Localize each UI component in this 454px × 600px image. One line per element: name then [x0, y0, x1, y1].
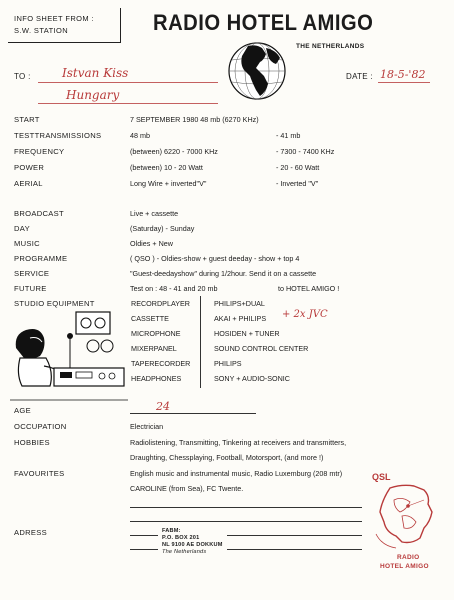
music-value: Oldies + New [130, 239, 173, 248]
date-label: DATE : [346, 72, 373, 81]
studio-brand-2: AKAI + PHILIPS [214, 314, 267, 323]
to-label: TO : [14, 72, 31, 81]
date-underline [378, 82, 430, 83]
hobbies-label: HOBBIES [14, 438, 50, 447]
testtransmissions-value-2: 41 mb [280, 131, 301, 140]
adress-label: ADRESS [14, 528, 48, 537]
studio-brand-4: SOUND CONTROL CENTER [214, 344, 309, 353]
aerial-value: Long Wire + inverted"V" [130, 179, 207, 188]
recipient-name: Istvan Kiss [62, 66, 129, 80]
day-label: DAY [14, 224, 30, 233]
country-label: THE NETHERLANDS [296, 43, 365, 50]
age-value: 24 [156, 400, 170, 413]
power-value-2: 20 - 60 Watt [280, 163, 320, 172]
aerial-label: AERIAL [14, 179, 43, 188]
studio-equipment-label: STUDIO EQUIPMENT [14, 299, 95, 308]
day-value: (Saturday) - Sunday [130, 224, 195, 233]
adress-line-1 [130, 507, 362, 508]
hobbies-value-2: Draughting, Chessplaying, Football, Motorsport, (and more !) [130, 453, 324, 462]
to-underline-1 [38, 82, 218, 83]
studio-device-6: HEADPHONES [131, 374, 182, 383]
qsl-logo-text: QSL [372, 472, 391, 482]
studio-device-5: TAPERECORDER [131, 359, 191, 368]
future-value-2: to HOTEL AMIGO ! [278, 284, 340, 293]
music-label: MUSIC [14, 239, 40, 248]
to-underline-2 [38, 103, 218, 104]
station-type-label: S.W. STATION [14, 26, 69, 35]
stamp-line-1: FABM: [162, 528, 181, 534]
netherlands-map-icon [372, 482, 442, 550]
studio-divider [200, 296, 201, 388]
age-underline [130, 413, 256, 414]
start-value: 7 SEPTEMBER 1980 48 mb (6270 KHz) [130, 115, 259, 124]
hobbies-value: Radiolistening, Transmitting, Tinkering at receivers and transmitters, [130, 438, 347, 447]
occupation-label: OCCUPATION [14, 422, 67, 431]
studio-brand-3: HOSIDEN + TUNER [214, 329, 280, 338]
aerial-value-2: Inverted "V" [280, 179, 319, 188]
service-value: "Guest-deedayshow" during 1/2hour. Send it on a cassette [130, 269, 317, 278]
qsl-logo-radio: RADIO [397, 554, 420, 561]
operator-illustration [10, 308, 128, 404]
studio-brand-1: PHILIPS+DUAL [214, 299, 265, 308]
frequency-value-2: 7300 - 7400 KHz [280, 147, 335, 156]
future-value: Test on : 48 - 41 and 20 mb [130, 284, 218, 293]
start-label: START [14, 115, 40, 124]
broadcast-value: Live + cassette [130, 209, 179, 218]
studio-device-3: MICROPHONE [131, 329, 181, 338]
info-sheet-label: INFO SHEET FROM : [14, 14, 94, 23]
studio-device-2: CASSETTE [131, 314, 169, 323]
station-title: RADIO HOTEL AMIGO [153, 10, 374, 35]
programme-value: ( QSO ) - Oldies-show + guest deeday - show + top 4 [130, 254, 300, 263]
date-value: 18-5-'82 [380, 68, 426, 81]
favourites-value-2: CAROLINE (from Sea), FC Twente. [130, 484, 244, 493]
testtransmissions-label: TESTTRANSMISSIONS [14, 131, 102, 140]
adress-line-2 [130, 521, 362, 522]
service-label: SERVICE [14, 269, 50, 278]
favourites-label: FAVOURITES [14, 469, 65, 478]
testtransmissions-value: 48 mb [130, 131, 150, 140]
globe-icon [226, 40, 288, 102]
power-label: POWER [14, 163, 45, 172]
studio-device-1: RECORDPLAYER [131, 299, 190, 308]
favourites-value: English music and instrumental music, Radio Luxemburg (208 mtr) [130, 469, 343, 478]
recipient-country: Hungary [66, 88, 120, 102]
power-value: (between) 10 - 20 Watt [130, 163, 203, 172]
future-label: FUTURE [14, 284, 47, 293]
qsl-logo-station: HOTEL AMIGO [380, 563, 429, 570]
studio-brand-6: SONY + AUDIO-SONIC [214, 374, 290, 383]
frequency-label: FREQUENCY [14, 147, 65, 156]
broadcast-label: BROADCAST [14, 209, 64, 218]
studio-device-4: MIXERPANEL [131, 344, 177, 353]
studio-brand-5: PHILIPS [214, 359, 242, 368]
age-label: AGE [14, 406, 31, 415]
stamp-line-4: The Netherlands [162, 549, 207, 555]
stamp-line-3: NL 9100 AE DOKKUM [162, 542, 223, 548]
stamp-line-2: P.O. BOX 201 [162, 535, 200, 541]
frequency-value: (between) 6220 - 7000 KHz [130, 147, 218, 156]
studio-brand-2-handwritten: + 2x JVC [282, 309, 328, 320]
occupation-value: Electrician [130, 422, 164, 431]
programme-label: PROGRAMME [14, 254, 68, 263]
info-sheet: INFO SHEET FROM : S.W. STATION RADIO HOTEL AMIGO THE NETHERLANDS DATE : 18-5-'82 TO : Istvan Kiss Hungary START 7 SEPTEMBER 1980 48 mb (6270 KHz) TESTTRANSMISSIONS 48 mb - 41 mb FREQUENCY (between) 6220 - 7000 KHz - 7300 - 7400 KHz POWER (between) 10 - 20 Watt - 20 - 60 Watt AERIAL Long Wire + inverted"V" - Inverted "V" BROADCAST Live + cassette DAY (Saturday) - Sunday MUSIC Oldies + New PROGRAMME ( QSO ) - Oldies-show + guest deeday - show + top 4 SERVICE "Guest-deedayshow" during 1/2hour. Send it on a cassette FUTURE Test on : 48 - 41 and 20 mb to HOTEL AMIGO ! STUDIO EQUIPMENT RECORDPLAYER PHILIPS+DUAL CASSETTE AKAI + PHILIPS + 2x JVC MICROPHONE HOSIDEN + TUNER MIXERPANEL SOUND CONTROL CENTER TAPERECORDER PHILIPS HEADPHONES SONY + AUDIO-SONIC AGE 24 OCCUPATION Electrician HOBBIES Radiolistening, Transmitting, Tinkering at receivers and transmitters, Draughting, Chessplaying, Football, Motorsport, (and more !) FAVOURITES English music and instrumental music, Radio Luxemburg (208 mtr) CAROLINE (from Sea), FC Twente. ADRESS FABM: P.O. BOX 201 NL 9100 AE DOKKUM The Netherlands QSL RADIO HOTEL AMIGO [0, 0, 454, 600]
address-stamp [158, 528, 227, 556]
